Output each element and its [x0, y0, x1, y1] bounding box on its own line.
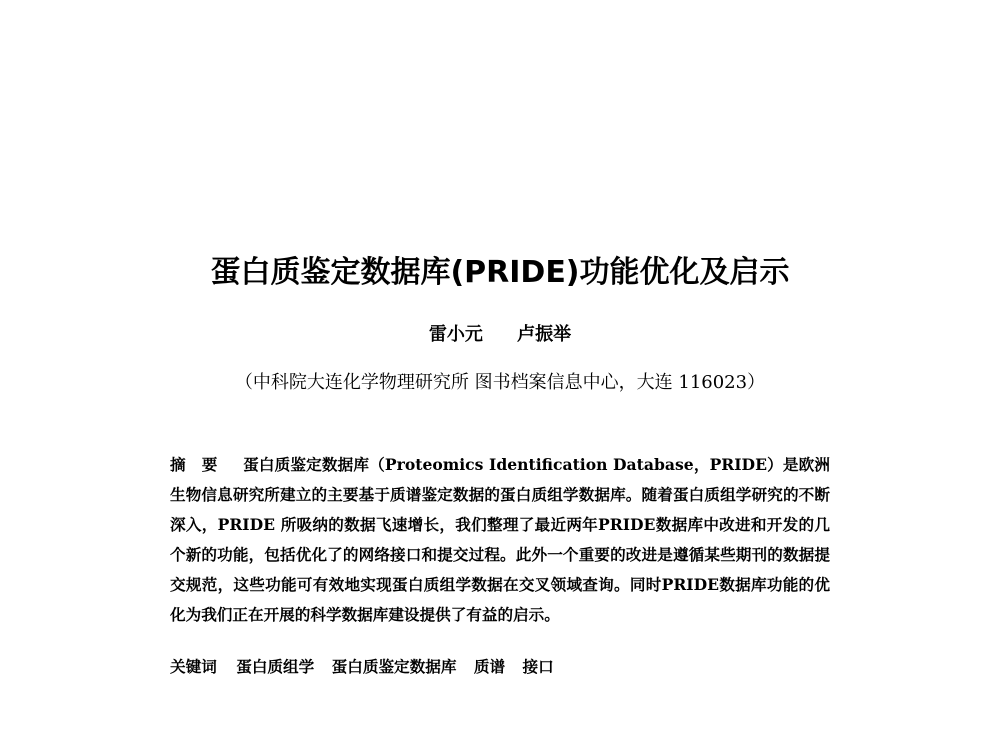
keywords — [170, 652, 830, 682]
abstract — [170, 450, 830, 630]
affiliation: （中科院大连化学物理研究所 图书档案信息中心，大连 116023） — [234, 372, 766, 393]
keyword: 蛋白质鉴定数据库 — [331, 657, 457, 676]
paper-title: 蛋白质鉴定数据库(PRIDE)功能优化及启示 — [210, 255, 790, 290]
author-list — [0, 323, 1000, 347]
keyword: 蛋白质组学 — [236, 657, 315, 676]
author-name: 雷小元 — [428, 324, 483, 345]
keywords-label: 关键词 — [170, 658, 217, 676]
abstract-text: 蛋白质鉴定数据库（Proteomics Identification Database，PRIDE）是欧洲生物信息研究所建立的主要基于质谱鉴定数据的蛋白质组学数据库。随着蛋白质组学研究的不断深入，PRIDE 所吸纳的数据飞速增长，我们整理了最近两年PRIDE数据库中改进和开发的几个新的功能，包括优化了的网络接口和提交过程。此外一个重要的改进是遵循某些期刊的数据提交规范，这些功能可有效地实现蛋白质组学数据在交叉领域查询。同时PRIDE数据库功能的优化为我们正在开展的科学数据库建设提供了有益的启示。 — [170, 455, 830, 624]
keyword: 接口 — [522, 657, 554, 676]
keyword: 质谱 — [473, 657, 506, 676]
author-name: 卢振举 — [517, 324, 572, 345]
abstract-label: 摘要 — [170, 456, 234, 474]
